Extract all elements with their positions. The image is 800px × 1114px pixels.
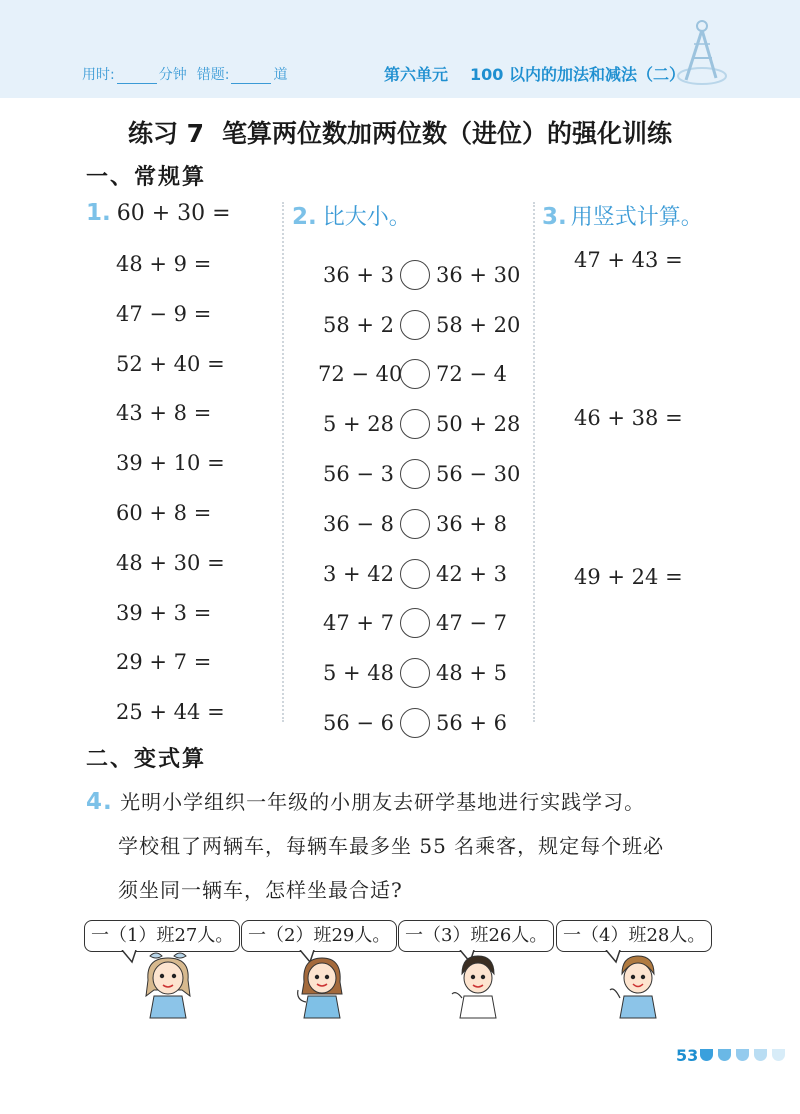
compare-row	[318, 499, 520, 549]
q4-text-3: 须坐同一辆车，怎样坐最合适?	[118, 878, 403, 902]
compare-left: 36 − 8	[322, 511, 394, 536]
q1-item-4: 43 + 8 =	[116, 401, 212, 426]
compare-left: 5 + 28	[322, 412, 394, 437]
q1-item-7: 48 + 30 =	[116, 550, 225, 575]
question-label: 道	[273, 67, 288, 83]
compare-row	[318, 599, 520, 649]
decor-dot	[736, 1049, 749, 1061]
compare-circle[interactable]	[400, 509, 430, 539]
q1-item-0: 60 + 30 =	[116, 201, 231, 226]
compare-row	[318, 350, 520, 400]
compare-circle[interactable]	[400, 459, 430, 489]
compare-left: 47 + 7	[322, 611, 394, 636]
page-decoration-dots	[700, 1049, 785, 1061]
compare-left: 56 − 6	[322, 711, 394, 736]
q3-number: 3.	[542, 204, 567, 230]
compare-right: 72 − 4	[436, 362, 508, 387]
q3-item-1: 46 + 38 =	[574, 406, 683, 430]
q1-number: 1.	[86, 200, 111, 226]
q2-list	[318, 250, 520, 748]
compare-circle[interactable]	[400, 658, 430, 688]
q2-heading	[292, 200, 411, 231]
q1-item-6: 60 + 8 =	[116, 500, 212, 525]
q3-item-2: 49 + 24 =	[574, 565, 683, 589]
column-divider-right	[533, 202, 535, 722]
compare-circle[interactable]	[400, 359, 430, 389]
q1-item-3: 52 + 40 =	[116, 351, 225, 376]
q3-heading	[542, 200, 703, 231]
compare-row	[318, 549, 520, 599]
compare-left: 36 + 3	[322, 262, 394, 287]
q1-item-10: 25 + 44 =	[116, 700, 225, 725]
girl-with-bow-illustration	[138, 950, 198, 1020]
q1-item-2: 47 − 9 =	[116, 301, 212, 326]
boy-waving-illustration	[608, 950, 668, 1020]
compare-circle[interactable]	[400, 608, 430, 638]
q1-item-5: 39 + 10 =	[116, 451, 225, 476]
compare-right: 36 + 30	[436, 262, 521, 287]
compare-left: 72 − 40	[318, 362, 403, 387]
page-number: 53	[676, 1046, 699, 1065]
q3-item-0: 47 + 43 =	[574, 248, 683, 272]
title-text: 笔算两位数加两位数（进位）的强化训练	[222, 119, 673, 148]
error-blank[interactable]	[231, 83, 271, 84]
q1-item-8: 39 + 3 =	[116, 600, 212, 625]
speech-bubble-class-4: 一（4）班28人。	[556, 920, 712, 952]
q1-list	[116, 252, 225, 750]
unit-heading	[384, 62, 685, 85]
compare-left: 58 + 2	[322, 312, 394, 337]
compare-circle[interactable]	[400, 310, 430, 340]
compare-right: 58 + 20	[436, 312, 521, 337]
compare-right: 56 − 30	[436, 462, 521, 487]
compare-left: 3 + 42	[322, 561, 394, 586]
q4-problem	[86, 788, 726, 920]
compare-circle[interactable]	[400, 409, 430, 439]
q1-heading	[86, 200, 231, 226]
speech-bubble-class-3: 一（3）班26人。	[398, 920, 554, 952]
boy-illustration	[448, 950, 508, 1020]
compare-row	[318, 399, 520, 449]
decor-dot	[772, 1049, 785, 1061]
q2-number: 2.	[292, 204, 317, 230]
time-label: 用时:	[82, 67, 115, 83]
compare-circle[interactable]	[400, 559, 430, 589]
decor-dot	[754, 1049, 767, 1061]
compare-left: 56 − 3	[322, 462, 394, 487]
compare-row	[318, 250, 520, 300]
girl-waving-illustration	[292, 950, 352, 1020]
page-title	[0, 114, 800, 150]
q4-text-1: 光明小学组织一年级的小朋友去研学基地进行实践学习。	[120, 790, 646, 814]
time-record	[82, 64, 287, 84]
q4-number: 4.	[86, 789, 113, 815]
decor-dot	[700, 1049, 713, 1061]
unit-label: 第六单元	[384, 65, 449, 84]
compare-circle[interactable]	[400, 260, 430, 290]
q3-title: 用竖式计算。	[570, 205, 703, 230]
compare-right: 56 + 6	[436, 711, 508, 736]
q1-item-9: 29 + 7 =	[116, 650, 212, 675]
compare-row	[318, 449, 520, 499]
compare-row	[318, 300, 520, 350]
compare-right: 42 + 3	[436, 561, 508, 586]
compare-right: 47 − 7	[436, 611, 508, 636]
minute-label: 分钟	[158, 67, 187, 83]
compare-right: 48 + 5	[436, 661, 508, 686]
compare-row	[318, 698, 520, 748]
unit-title: 100 以内的加法和减法（二）	[470, 65, 685, 84]
exercise-number: 练习 7	[127, 119, 205, 148]
column-divider-left	[282, 202, 284, 722]
section-heading-regular: 一、常规算	[86, 165, 207, 190]
compass-icon	[674, 18, 730, 90]
q4-text-2: 学校租了两辆车，每辆车最多坐 55 名乘客，规定每个班必	[118, 834, 665, 858]
error-label: 错题:	[196, 67, 230, 83]
decor-dot	[718, 1049, 731, 1061]
speech-bubble-class-2: 一（2）班29人。	[241, 920, 397, 952]
compare-left: 5 + 48	[322, 661, 394, 686]
q4-line-1	[86, 788, 726, 832]
q1-item-1: 48 + 9 =	[116, 252, 212, 276]
compare-row	[318, 648, 520, 698]
compare-circle[interactable]	[400, 708, 430, 738]
q2-title: 比大小。	[322, 205, 411, 230]
time-blank[interactable]	[117, 83, 157, 84]
section-heading-variant: 二、变式算	[86, 747, 207, 772]
speech-bubble-class-1: 一（1）班27人。	[84, 920, 240, 952]
compare-right: 50 + 28	[436, 412, 521, 437]
compare-right: 36 + 8	[436, 511, 508, 536]
